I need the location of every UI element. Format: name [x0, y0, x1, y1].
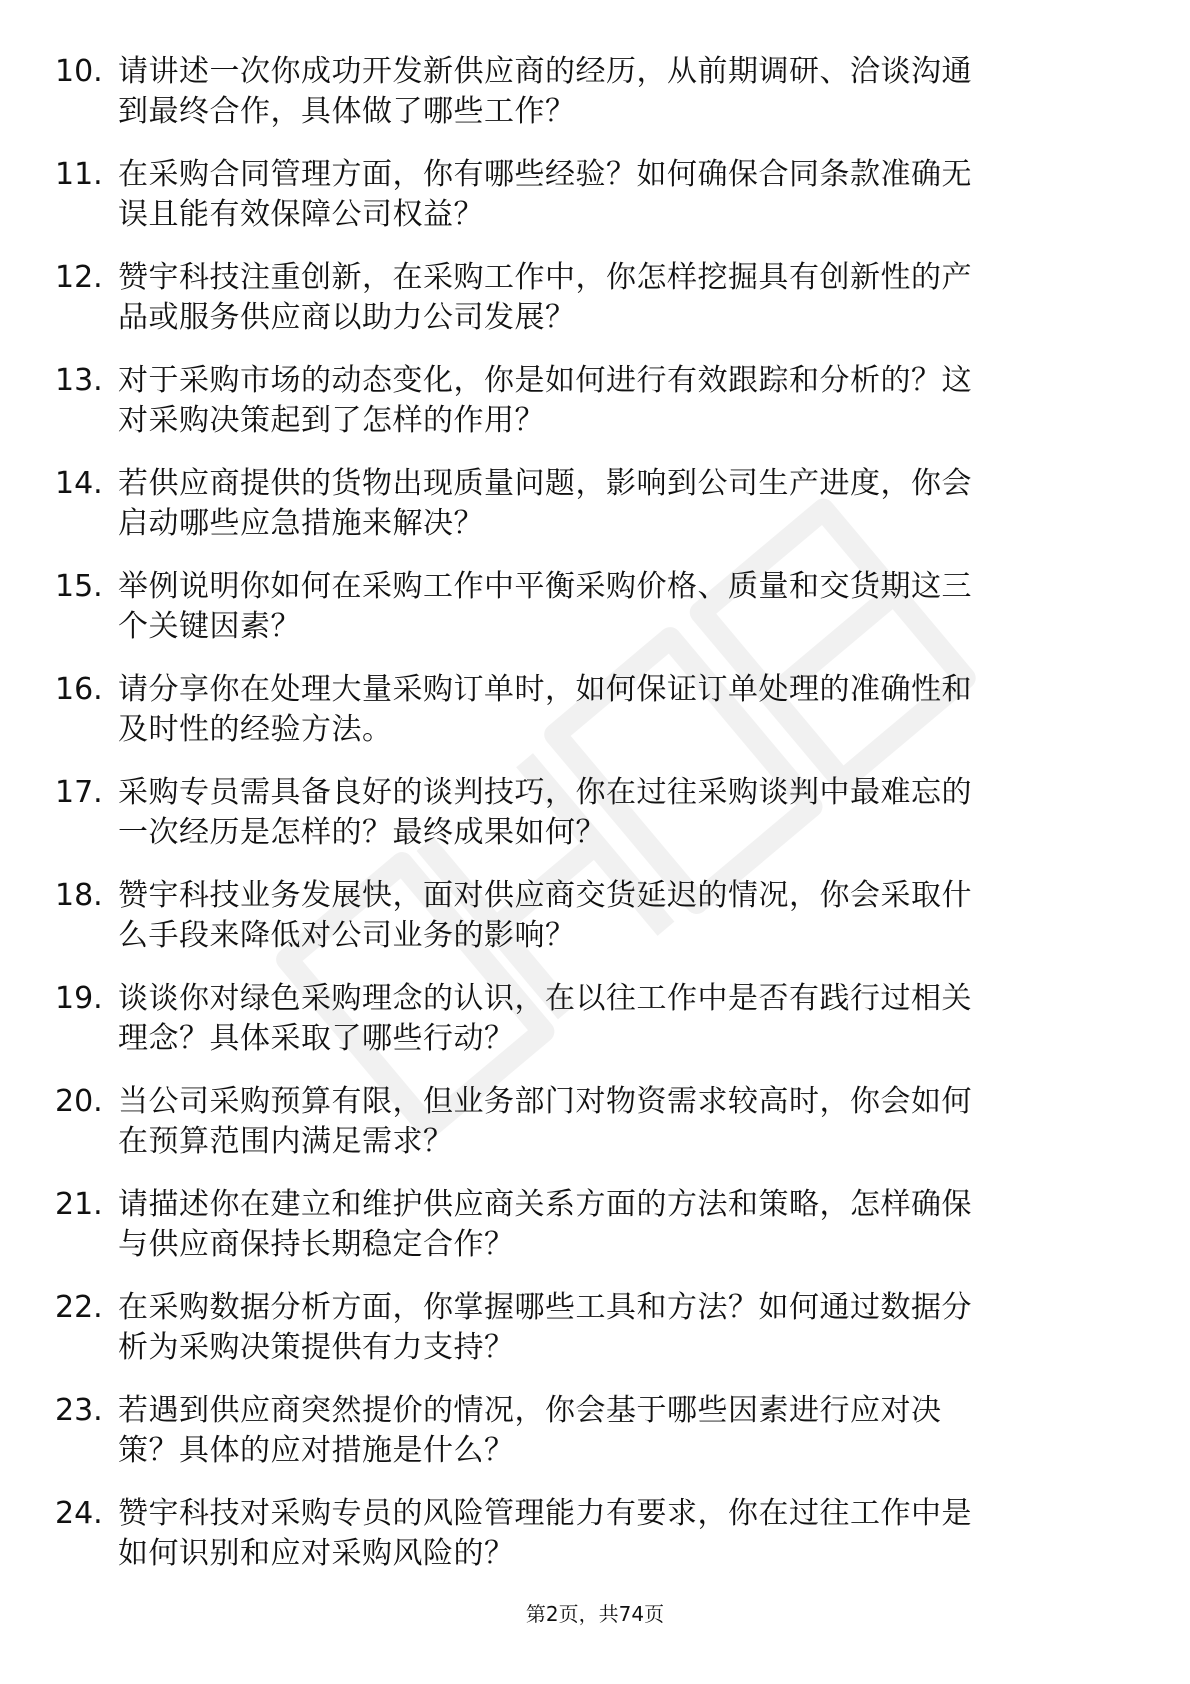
question-text-line: 策？具体的应对措施是什么？ [118, 1433, 515, 1468]
question-number: 11. [55, 157, 103, 192]
question-text-line: 请分享你在处理大量采购订单时，如何保证订单处理的准确性和 [118, 672, 972, 707]
question-number: 16. [55, 672, 103, 707]
question-text-line: 与供应商保持长期稳定合作？ [118, 1227, 515, 1262]
question-text-line: 启动哪些应急措施来解决？ [118, 506, 484, 541]
question-list [0, 52, 1190, 1597]
question-text-line: 谈谈你对绿色采购理念的认识，在以往工作中是否有践行过相关 [118, 981, 972, 1016]
question-text [118, 361, 1038, 441]
question-number: 12. [55, 260, 103, 295]
question-number: 15. [55, 569, 103, 604]
question-text-line: 若遇到供应商突然提价的情况，你会基于哪些因素进行应对决 [118, 1393, 942, 1428]
question-text [118, 773, 1038, 853]
question-item [0, 1185, 1190, 1288]
question-text-line: 若供应商提供的货物出现质量问题，影响到公司生产进度，你会 [118, 466, 972, 501]
question-text-line: 对采购决策起到了怎样的作用？ [118, 403, 545, 438]
question-text-line: 理念？具体采取了哪些行动？ [118, 1021, 515, 1056]
question-text [118, 52, 1038, 132]
question-number: 18. [55, 878, 103, 913]
question-text-line: 在采购数据分析方面，你掌握哪些工具和方法？如何通过数据分 [118, 1290, 972, 1325]
question-number: 20. [55, 1084, 103, 1119]
question-text [118, 979, 1038, 1059]
question-item [0, 361, 1190, 464]
question-text [118, 670, 1038, 750]
question-text-line: 采购专员需具备良好的谈判技巧，你在过往采购谈判中最难忘的 [118, 775, 972, 810]
question-number: 23. [55, 1393, 103, 1428]
question-text-line: 品或服务供应商以助力公司发展？ [118, 300, 576, 335]
question-text [118, 464, 1038, 544]
question-text-line: 在预算范围内满足需求？ [118, 1124, 454, 1159]
question-item [0, 52, 1190, 155]
question-text [118, 1494, 1038, 1574]
question-text-line: 一次经历是怎样的？最终成果如何？ [118, 815, 606, 850]
question-item [0, 979, 1190, 1082]
question-number: 21. [55, 1187, 103, 1222]
question-number: 19. [55, 981, 103, 1016]
question-item [0, 670, 1190, 773]
question-text-line: 请讲述一次你成功开发新供应商的经历，从前期调研、洽谈沟通 [118, 54, 972, 89]
question-number: 14. [55, 466, 103, 501]
question-text-line: 如何识别和应对采购风险的？ [118, 1536, 515, 1571]
question-item [0, 155, 1190, 258]
question-text-line: 个关键因素？ [118, 609, 301, 644]
question-text [118, 1185, 1038, 1265]
question-text-line: 到最终合作，具体做了哪些工作？ [118, 94, 576, 129]
question-number: 17. [55, 775, 103, 810]
question-text-line: 请描述你在建立和维护供应商关系方面的方法和策略，怎样确保 [118, 1187, 972, 1222]
question-item [0, 1082, 1190, 1185]
question-text [118, 876, 1038, 956]
question-item [0, 876, 1190, 979]
question-text [118, 1391, 1038, 1471]
question-number: 13. [55, 363, 103, 398]
question-text-line: 析为采购决策提供有力支持？ [118, 1330, 515, 1365]
question-number: 22. [55, 1290, 103, 1325]
question-item [0, 773, 1190, 876]
question-number: 24. [55, 1496, 103, 1531]
question-text [118, 155, 1038, 235]
question-text-line: 对于采购市场的动态变化，你是如何进行有效跟踪和分析的？这 [118, 363, 972, 398]
question-item [0, 1288, 1190, 1391]
question-item [0, 1494, 1190, 1597]
question-text-line: 在采购合同管理方面，你有哪些经验？如何确保合同条款准确无 [118, 157, 972, 192]
question-text-line: 赞宇科技对采购专员的风险管理能力有要求，你在过往工作中是 [118, 1496, 972, 1531]
question-text [118, 1288, 1038, 1368]
question-text-line: 赞宇科技注重创新，在采购工作中，你怎样挖掘具有创新性的产 [118, 260, 972, 295]
question-text-line: 当公司采购预算有限，但业务部门对物资需求较高时，你会如何 [118, 1084, 972, 1119]
question-text-line: 误且能有效保障公司权益？ [118, 197, 484, 232]
question-number: 10. [55, 54, 103, 89]
question-text [118, 1082, 1038, 1162]
question-item [0, 1391, 1190, 1494]
question-text-line: 赞宇科技业务发展快，面对供应商交货延迟的情况，你会采取什 [118, 878, 972, 913]
question-text [118, 258, 1038, 338]
question-text-line: 及时性的经验方法。 [118, 712, 393, 747]
question-text-line: 么手段来降低对公司业务的影响？ [118, 918, 576, 953]
question-text [118, 567, 1038, 647]
question-item [0, 464, 1190, 567]
page-footer: 第2页，共74页 [525, 1602, 665, 1626]
question-text-line: 举例说明你如何在采购工作中平衡采购价格、质量和交货期这三 [118, 569, 972, 604]
question-item [0, 567, 1190, 670]
question-item [0, 258, 1190, 361]
